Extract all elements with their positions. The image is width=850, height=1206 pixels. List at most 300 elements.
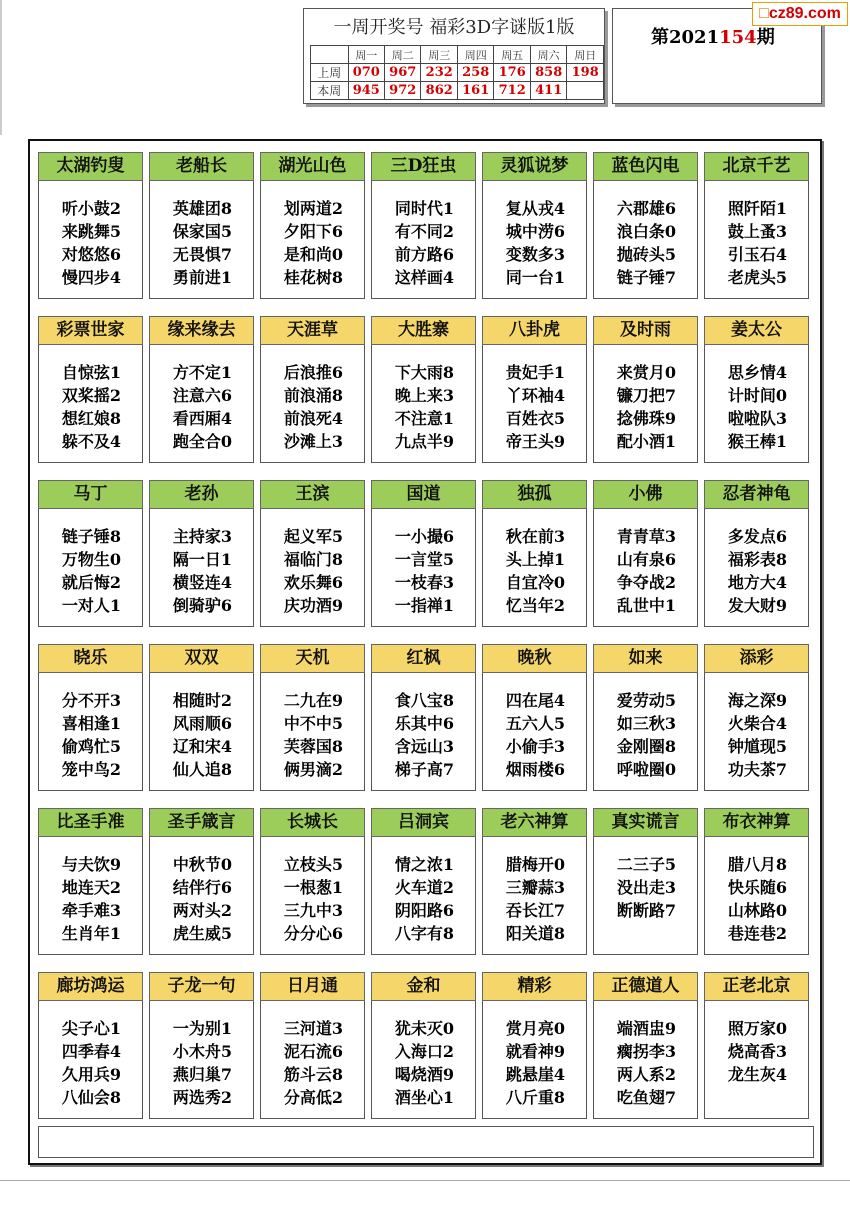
riddle-line: 四在尾4 [505,691,566,710]
card-author: 彩票世家 [38,316,143,345]
card-author: 八卦虎 [482,316,587,345]
riddle-line: 变数多3 [505,245,566,264]
draw-number: 945 [348,82,384,100]
riddle-line: 一根葱1 [283,878,344,897]
riddle-line: 主持家3 [172,527,233,546]
riddle-line: 辽和宋4 [172,737,233,756]
riddle-line: 金刚圈8 [616,737,677,756]
riddle-card [149,808,254,955]
riddle-card [704,644,809,791]
riddle-line: 小偷手3 [505,737,566,756]
riddle-line: 小木舟5 [172,1042,233,1061]
riddle-lines [261,1017,366,1109]
draw-number: 862 [421,82,457,100]
riddle-line: 一言堂5 [394,550,455,569]
site-logo[interactable] [752,2,848,26]
riddle-lines [261,689,366,781]
card-author: 子龙一句 [149,972,254,1001]
card-author: 晓乐 [38,644,143,673]
riddle-line: 自宜冷0 [505,573,566,592]
riddle-card [593,644,698,791]
riddle-card [38,152,143,299]
riddle-line: 八字有8 [394,924,455,943]
riddle-line: 芙蓉国8 [283,737,344,756]
card-author: 长城长 [260,808,365,837]
riddle-lines [150,689,255,781]
riddle-line: 山林路0 [727,901,788,920]
riddle-card [260,480,365,627]
card-author: 姜太公 [704,316,809,345]
riddle-line: 一枝春3 [394,573,455,592]
riddle-line: 食八宝8 [394,691,455,710]
draw-number: 161 [457,82,493,100]
draw-number: 712 [494,82,530,100]
riddle-line: 爱劳动5 [616,691,677,710]
card-author: 老船长 [149,152,254,181]
riddle-line: 八仙会8 [61,1088,122,1107]
day-header: 周五 [494,46,530,64]
riddle-line: 抛砖头5 [616,245,677,264]
last-week-row [311,64,604,82]
card-author: 大胜寨 [371,316,476,345]
riddle-line: 啦啦队3 [727,409,788,428]
riddle-line: 泥石流6 [283,1042,344,1061]
riddle-line: 没出走3 [616,878,677,897]
riddle-line: 晚上来3 [394,386,455,405]
row-label: 上周 [311,64,349,82]
riddle-card [482,316,587,463]
riddle-line: 青青草3 [616,527,677,546]
riddle-line: 火柴合4 [727,714,788,733]
riddle-grid [28,139,822,1165]
riddle-lines [261,361,366,453]
card-author: 金和 [371,972,476,1001]
weekly-draw-title: 一周开奖号 福彩3D字谜版1版 [333,17,575,38]
riddle-card [260,316,365,463]
riddle-line: 这样画4 [394,268,455,287]
riddle-line: 山有泉6 [616,550,677,569]
riddle-card [371,152,476,299]
riddle-card [704,972,809,1119]
riddle-card [38,644,143,791]
riddle-card [371,644,476,791]
riddle-line: 六郡雄6 [616,199,677,218]
riddle-line: 二三子5 [616,855,677,874]
riddle-line: 横竖连4 [172,573,233,592]
riddle-line: 牵手难3 [61,901,122,920]
card-author: 廊坊鸿运 [38,972,143,1001]
riddle-lines [705,197,810,289]
riddle-line: 如三秋3 [616,714,677,733]
riddle-line: 同一台1 [505,268,566,287]
riddle-line: 争夺战2 [616,573,677,592]
day-header: 周日 [567,46,604,64]
draw-number: 070 [348,64,384,82]
riddle-card [371,316,476,463]
riddle-lines [39,525,144,617]
riddle-line: 呼啦圈0 [616,760,677,779]
riddle-line: 就后悔2 [61,573,122,592]
riddle-card [593,316,698,463]
riddle-line: 一对人1 [61,596,122,615]
riddle-line: 端酒盅9 [616,1019,677,1038]
riddle-line: 猴王棒1 [727,432,788,451]
riddle-line: 来赏月0 [616,363,677,382]
draw-number: 258 [457,64,493,82]
riddle-card [38,808,143,955]
card-author: 三D狂虫 [371,152,476,181]
riddle-lines [261,197,366,289]
card-author: 圣手箴言 [149,808,254,837]
riddle-line: 钟馗现5 [727,737,788,756]
riddle-line: 分高低2 [283,1088,344,1107]
riddle-card [260,972,365,1119]
riddle-line: 镰刀把7 [616,386,677,405]
card-author: 湖光山色 [260,152,365,181]
riddle-lines [594,689,699,781]
riddle-line: 筋斗云8 [283,1065,344,1084]
riddle-line: 久用兵9 [61,1065,122,1084]
riddle-lines [372,525,477,617]
riddle-card [704,152,809,299]
card-author: 太湖钓叟 [38,152,143,181]
riddle-line: 喝烧酒9 [394,1065,455,1084]
riddle-lines [39,853,144,945]
period-number [651,23,775,49]
riddle-line: 倒骑驴6 [172,596,233,615]
this-week-row [311,82,604,100]
riddle-lines [705,525,810,617]
riddle-line: 照万家0 [727,1019,788,1038]
riddle-line: 城中涝6 [505,222,566,241]
riddle-lines [39,361,144,453]
riddle-line: 方不定1 [172,363,233,382]
riddle-line: 听小鼓2 [61,199,122,218]
riddle-line: 乐其中6 [394,714,455,733]
riddle-card [593,808,698,955]
riddle-line: 地方大4 [727,573,788,592]
empty-footer-row [38,1126,814,1158]
card-author: 国道 [371,480,476,509]
card-author: 及时雨 [593,316,698,345]
card-author: 独孤 [482,480,587,509]
riddle-line: 相随时2 [172,691,233,710]
day-header: 周四 [457,46,493,64]
card-author: 小佛 [593,480,698,509]
riddle-line: 分不开3 [61,691,122,710]
riddle-line: 阳关道8 [505,924,566,943]
riddle-line: 就看神9 [505,1042,566,1061]
riddle-line: 燕归巢7 [172,1065,233,1084]
riddle-lines [150,525,255,617]
riddle-line: 笼中鸟2 [61,760,122,779]
riddle-lines [483,525,588,617]
riddle-line: 引玉石4 [727,245,788,264]
riddle-card [482,152,587,299]
riddle-lines [705,1017,810,1086]
riddle-line: 英雄团8 [172,199,233,218]
riddle-line: 入海口2 [394,1042,455,1061]
riddle-line: 快乐随6 [727,878,788,897]
riddle-line: 腊八月8 [727,855,788,874]
riddle-line: 对悠悠6 [61,245,122,264]
riddle-line: 丫环袖4 [505,386,566,405]
riddle-line: 中不中5 [283,714,344,733]
riddle-line: 想红娘8 [61,409,122,428]
riddle-card [38,972,143,1119]
riddle-line: 捻佛珠9 [616,409,677,428]
riddle-line: 瘸拐李3 [616,1042,677,1061]
riddle-line: 桂花树8 [283,268,344,287]
riddle-line: 仙人追8 [172,760,233,779]
weekly-draw-table [310,45,604,100]
logo-text: cz89.com [768,5,841,22]
riddle-lines [594,361,699,453]
riddle-line: 龙生灰4 [727,1065,788,1084]
period-suffix: 期 [756,27,775,48]
draw-number: 198 [567,64,604,82]
left-edge-line [0,0,2,135]
riddle-lines [39,689,144,781]
riddle-line: 来跳舞5 [61,222,122,241]
riddle-line: 前浪涌8 [283,386,344,405]
riddle-line: 思乡情4 [727,363,788,382]
riddle-lines [372,853,477,945]
card-author: 马丁 [38,480,143,509]
card-author: 晚秋 [482,644,587,673]
riddle-line: 两对头2 [172,901,233,920]
riddle-line: 情之浓1 [394,855,455,874]
riddle-line: 福彩表8 [727,550,788,569]
riddle-line: 同时代1 [394,199,455,218]
corner-cell [311,46,349,64]
riddle-lines [150,197,255,289]
draw-number: 232 [421,64,457,82]
riddle-line: 吞长江7 [505,901,566,920]
riddle-card [38,480,143,627]
riddle-line: 计时间0 [727,386,788,405]
draw-number: 858 [530,64,566,82]
card-author: 正老北京 [704,972,809,1001]
riddle-card [149,152,254,299]
logo-icon: □ [759,5,769,22]
riddle-lines [39,197,144,289]
card-author: 双双 [149,644,254,673]
riddle-line: 链子锤8 [61,527,122,546]
riddle-lines [372,689,477,781]
riddle-line: 结伴行6 [172,878,233,897]
riddle-line: 烧高香3 [727,1042,788,1061]
riddle-line: 是和尚0 [283,245,344,264]
riddle-card [149,644,254,791]
riddle-line: 复从戎4 [505,199,566,218]
riddle-card [482,808,587,955]
day-header: 周一 [348,46,384,64]
riddle-line: 含远山3 [394,737,455,756]
riddle-line: 慢四步4 [61,268,122,287]
card-author: 吕洞宾 [371,808,476,837]
riddle-line: 酒坐心1 [394,1088,455,1107]
riddle-line: 帝王头9 [505,432,566,451]
card-author: 老六神算 [482,808,587,837]
riddle-line: 躲不及4 [61,432,122,451]
card-author: 老孙 [149,480,254,509]
riddle-line: 尖子心1 [61,1019,122,1038]
riddle-line: 三瓣蒜3 [505,878,566,897]
riddle-line: 海之深9 [727,691,788,710]
riddle-card [149,480,254,627]
riddle-card [704,808,809,955]
draw-number: 176 [494,64,530,82]
riddle-line: 喜相逢1 [61,714,122,733]
riddle-line: 配小酒1 [616,432,677,451]
riddle-line: 头上掉1 [505,550,566,569]
riddle-line: 三九中3 [283,901,344,920]
riddle-line: 两选秀2 [172,1088,233,1107]
riddle-line: 断断路7 [616,901,677,920]
riddle-lines [150,853,255,945]
card-author: 精彩 [482,972,587,1001]
riddle-line: 偷鸡忙5 [61,737,122,756]
riddle-line: 夕阳下6 [283,222,344,241]
riddle-card [371,972,476,1119]
riddle-line: 梯子高7 [394,760,455,779]
riddle-line: 不注意1 [394,409,455,428]
riddle-line: 保家国5 [172,222,233,241]
card-author: 忍者神龟 [704,480,809,509]
row-label: 本周 [311,82,349,100]
bottom-divider [0,1180,850,1181]
riddle-line: 二九在9 [283,691,344,710]
riddle-line: 乱世中1 [616,596,677,615]
riddle-line: 中秋节0 [172,855,233,874]
riddle-line: 八斤重8 [505,1088,566,1107]
riddle-card [38,316,143,463]
riddle-line: 立枝头5 [283,855,344,874]
riddle-line: 自惊弦1 [61,363,122,382]
card-author: 北京千艺 [704,152,809,181]
riddle-card [371,480,476,627]
riddle-line: 前浪死4 [283,409,344,428]
riddle-line: 福临门8 [283,550,344,569]
riddle-line: 双桨摇2 [61,386,122,405]
riddle-lines [372,197,477,289]
riddle-line: 虎生威5 [172,924,233,943]
riddle-line: 划两道2 [283,199,344,218]
riddle-line: 阴阳路6 [394,901,455,920]
riddle-lines [705,689,810,781]
riddle-line: 前方路6 [394,245,455,264]
day-header: 周三 [421,46,457,64]
riddle-line: 俩男滴2 [283,760,344,779]
riddle-lines [372,361,477,453]
card-author: 王滨 [260,480,365,509]
card-author: 布衣神算 [704,808,809,837]
riddle-lines [261,525,366,617]
riddle-lines [594,525,699,617]
card-author: 蓝色闪电 [593,152,698,181]
riddle-lines [483,197,588,289]
riddle-lines [483,853,588,945]
card-author: 日月通 [260,972,365,1001]
riddle-line: 吃鱼翅7 [616,1088,677,1107]
riddle-line: 跳悬崖4 [505,1065,566,1084]
riddle-lines [594,1017,699,1109]
riddle-line: 老虎头5 [727,268,788,287]
riddle-lines [594,197,699,289]
riddle-lines [483,1017,588,1109]
riddle-card [482,480,587,627]
riddle-line: 功夫茶7 [727,760,788,779]
period-prefix: 第2021 [651,27,720,48]
riddle-line: 火车道2 [394,878,455,897]
riddle-line: 有不同2 [394,222,455,241]
riddle-lines [705,853,810,945]
riddle-line: 一指禅1 [394,596,455,615]
riddle-line: 起义军5 [283,527,344,546]
riddle-line: 一小撮6 [394,527,455,546]
riddle-line: 腊梅开0 [505,855,566,874]
riddle-line: 四季春4 [61,1042,122,1061]
riddle-line: 无畏惧7 [172,245,233,264]
riddle-lines [150,361,255,453]
riddle-line: 后浪推6 [283,363,344,382]
riddle-line: 跑全合0 [172,432,233,451]
riddle-line: 浪白条0 [616,222,677,241]
riddle-line: 庆功酒9 [283,596,344,615]
riddle-lines [483,689,588,781]
riddle-line: 地连天2 [61,878,122,897]
riddle-line: 多发点6 [727,527,788,546]
card-author: 灵狐说梦 [482,152,587,181]
riddle-line: 下大雨8 [394,363,455,382]
riddle-lines [594,853,699,922]
riddle-line: 犹未灭0 [394,1019,455,1038]
card-author: 正德道人 [593,972,698,1001]
riddle-line: 秋在前3 [505,527,566,546]
riddle-line: 三河道3 [283,1019,344,1038]
riddle-line: 勇前进1 [172,268,233,287]
riddle-line: 注意六6 [172,386,233,405]
riddle-line: 与夫饮9 [61,855,122,874]
riddle-line: 隔一日1 [172,550,233,569]
riddle-line: 贵妃手1 [505,363,566,382]
riddle-line: 照阡陌1 [727,199,788,218]
riddle-line: 一为别1 [172,1019,233,1038]
riddle-lines [705,361,810,453]
riddle-line: 巷连巷2 [727,924,788,943]
riddle-card [593,152,698,299]
riddle-line: 链子锤7 [616,268,677,287]
riddle-line: 烟雨楼6 [505,760,566,779]
card-author: 天涯草 [260,316,365,345]
day-header: 周六 [530,46,566,64]
riddle-card [260,644,365,791]
card-author: 红枫 [371,644,476,673]
riddle-card [482,972,587,1119]
riddle-card [704,480,809,627]
riddle-line: 发大财9 [727,596,788,615]
card-author: 如来 [593,644,698,673]
riddle-lines [39,1017,144,1109]
riddle-card [371,808,476,955]
day-header: 周二 [385,46,421,64]
riddle-line: 风雨顺6 [172,714,233,733]
card-author: 真实谎言 [593,808,698,837]
riddle-card [260,152,365,299]
riddle-line: 万物生0 [61,550,122,569]
riddle-lines [483,361,588,453]
